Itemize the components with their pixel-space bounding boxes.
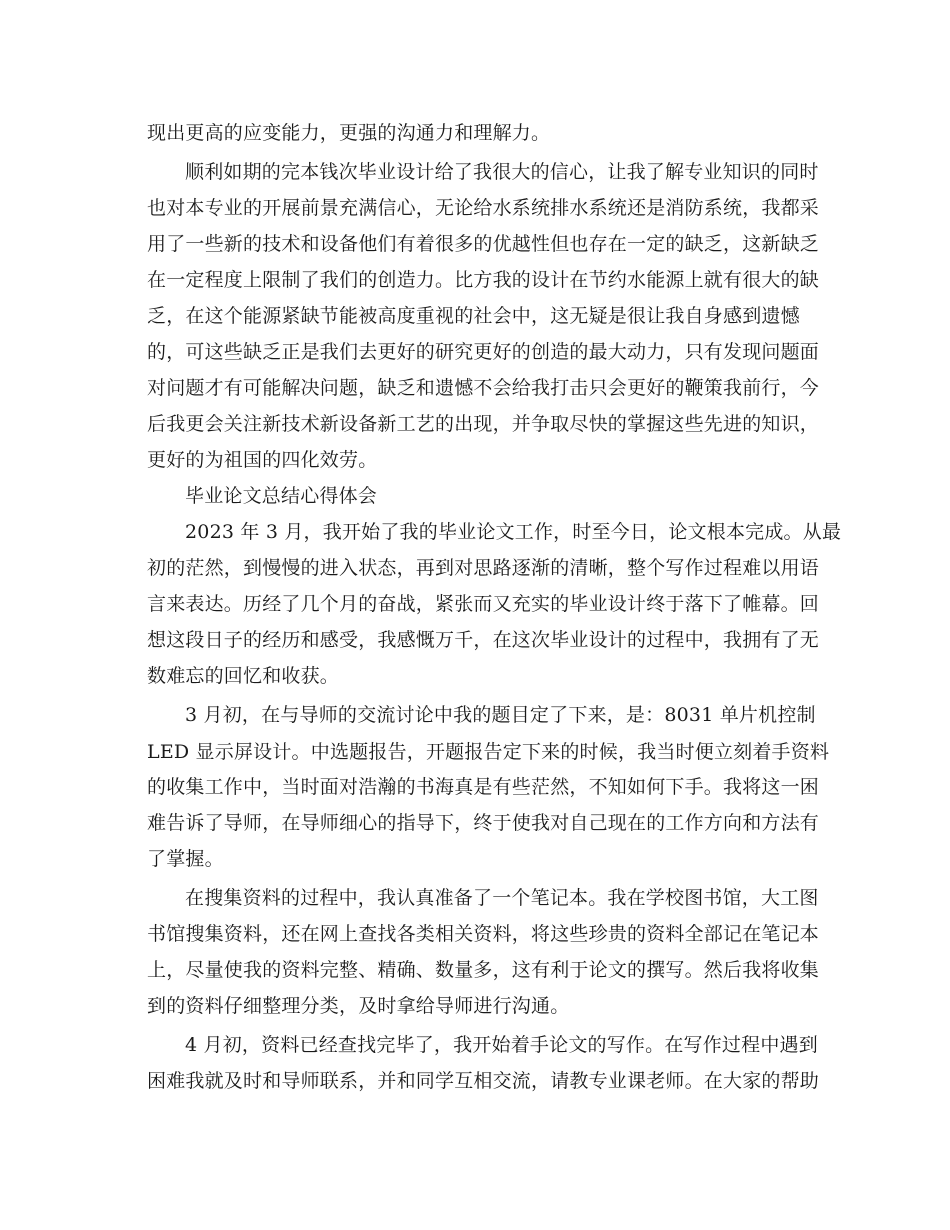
text-line: 用了一些新的技术和设备他们有着很多的优越性但也存在一定的缺乏，这新缺乏 [147,233,820,255]
text-line: 困难我就及时和导师联系，并和同学互相交流，请教专业课老师。在大家的帮助 [147,1070,820,1092]
text-line: 在一定程度上限制了我们的创造力。比方我的设计在节约水能源上就有很大的缺 [147,269,820,291]
text-line: 初的茫然，到慢慢的进入状态，再到对思路逐渐的清晰，整个写作过程难以用语 [147,557,820,579]
text-line: 上，尽量使我的资料完整、精确、数量多，这有利于论文的撰写。然后我将收集 [147,959,820,981]
text-line: 顺利如期的完本钱次毕业设计给了我很大的信心，让我了解专业知识的同时 [185,161,819,183]
text-line: 也对本专业的开展前景充满信心，无论给水系统排水系统还是消防系统，我都采 [147,197,820,219]
text-line: 后我更会关注新技术新设备新工艺的出现，并争取尽快的掌握这些先进的知识， [147,413,820,435]
text-line: 数难忘的回忆和收获。 [147,665,340,687]
section-heading: 毕业论文总结心得体会 [185,485,378,507]
text-line: 的，可这些缺乏正是我们去更好的研究更好的创造的最大动力，只有发现问题面 [147,341,820,363]
text-line: 3 月初，在与导师的交流讨论中我的题目定了下来，是：8031 单片机控制 [185,704,816,726]
text-line: 更好的为祖国的四化效劳。 [147,449,378,471]
text-line: 现出更高的应变能力，更强的沟通力和理解力。 [147,122,551,144]
text-line: 乏，在这个能源紧缺节能被高度重视的社会中，这无疑是很让我自身感到遗憾 [147,305,800,327]
text-line: LED 显示屏设计。中选题报告，开题报告定下来的时候，我当时便立刻着手资料 [147,741,830,763]
text-line: 了掌握。 [147,848,224,870]
text-line: 4 月初，资料已经查找完毕了，我开始着手论文的写作。在写作过程中遇到 [185,1034,818,1056]
text-line: 在搜集资料的过程中，我认真准备了一个笔记本。我在学校图书馆，大工图 [185,887,819,909]
text-line: 书馆搜集资料，还在网上查找各类相关资料，将这些珍贵的资料全部记在笔记本 [147,923,820,945]
text-line: 对问题才有可能解决问题，缺乏和遗憾不会给我打击只会更好的鞭策我前行，今 [147,377,820,399]
text-line: 2023 年 3 月，我开始了我的毕业论文工作，时至今日，论文根本完成。从最 [185,521,842,543]
text-line: 到的资料仔细整理分类，及时拿给导师进行沟通。 [147,995,570,1017]
text-line: 难告诉了导师，在导师细心的指导下，终于使我对自己现在的工作方向和方法有 [147,812,820,834]
text-line: 想这段日子的经历和感受，我感慨万千，在这次毕业设计的过程中，我拥有了无 [147,629,820,651]
text-line: 言来表达。历经了几个月的奋战，紧张而又充实的毕业设计终于落下了帷幕。回 [147,593,820,615]
text-line: 的收集工作中，当时面对浩瀚的书海真是有些茫然，不知如何下手。我将这一困 [147,776,820,798]
